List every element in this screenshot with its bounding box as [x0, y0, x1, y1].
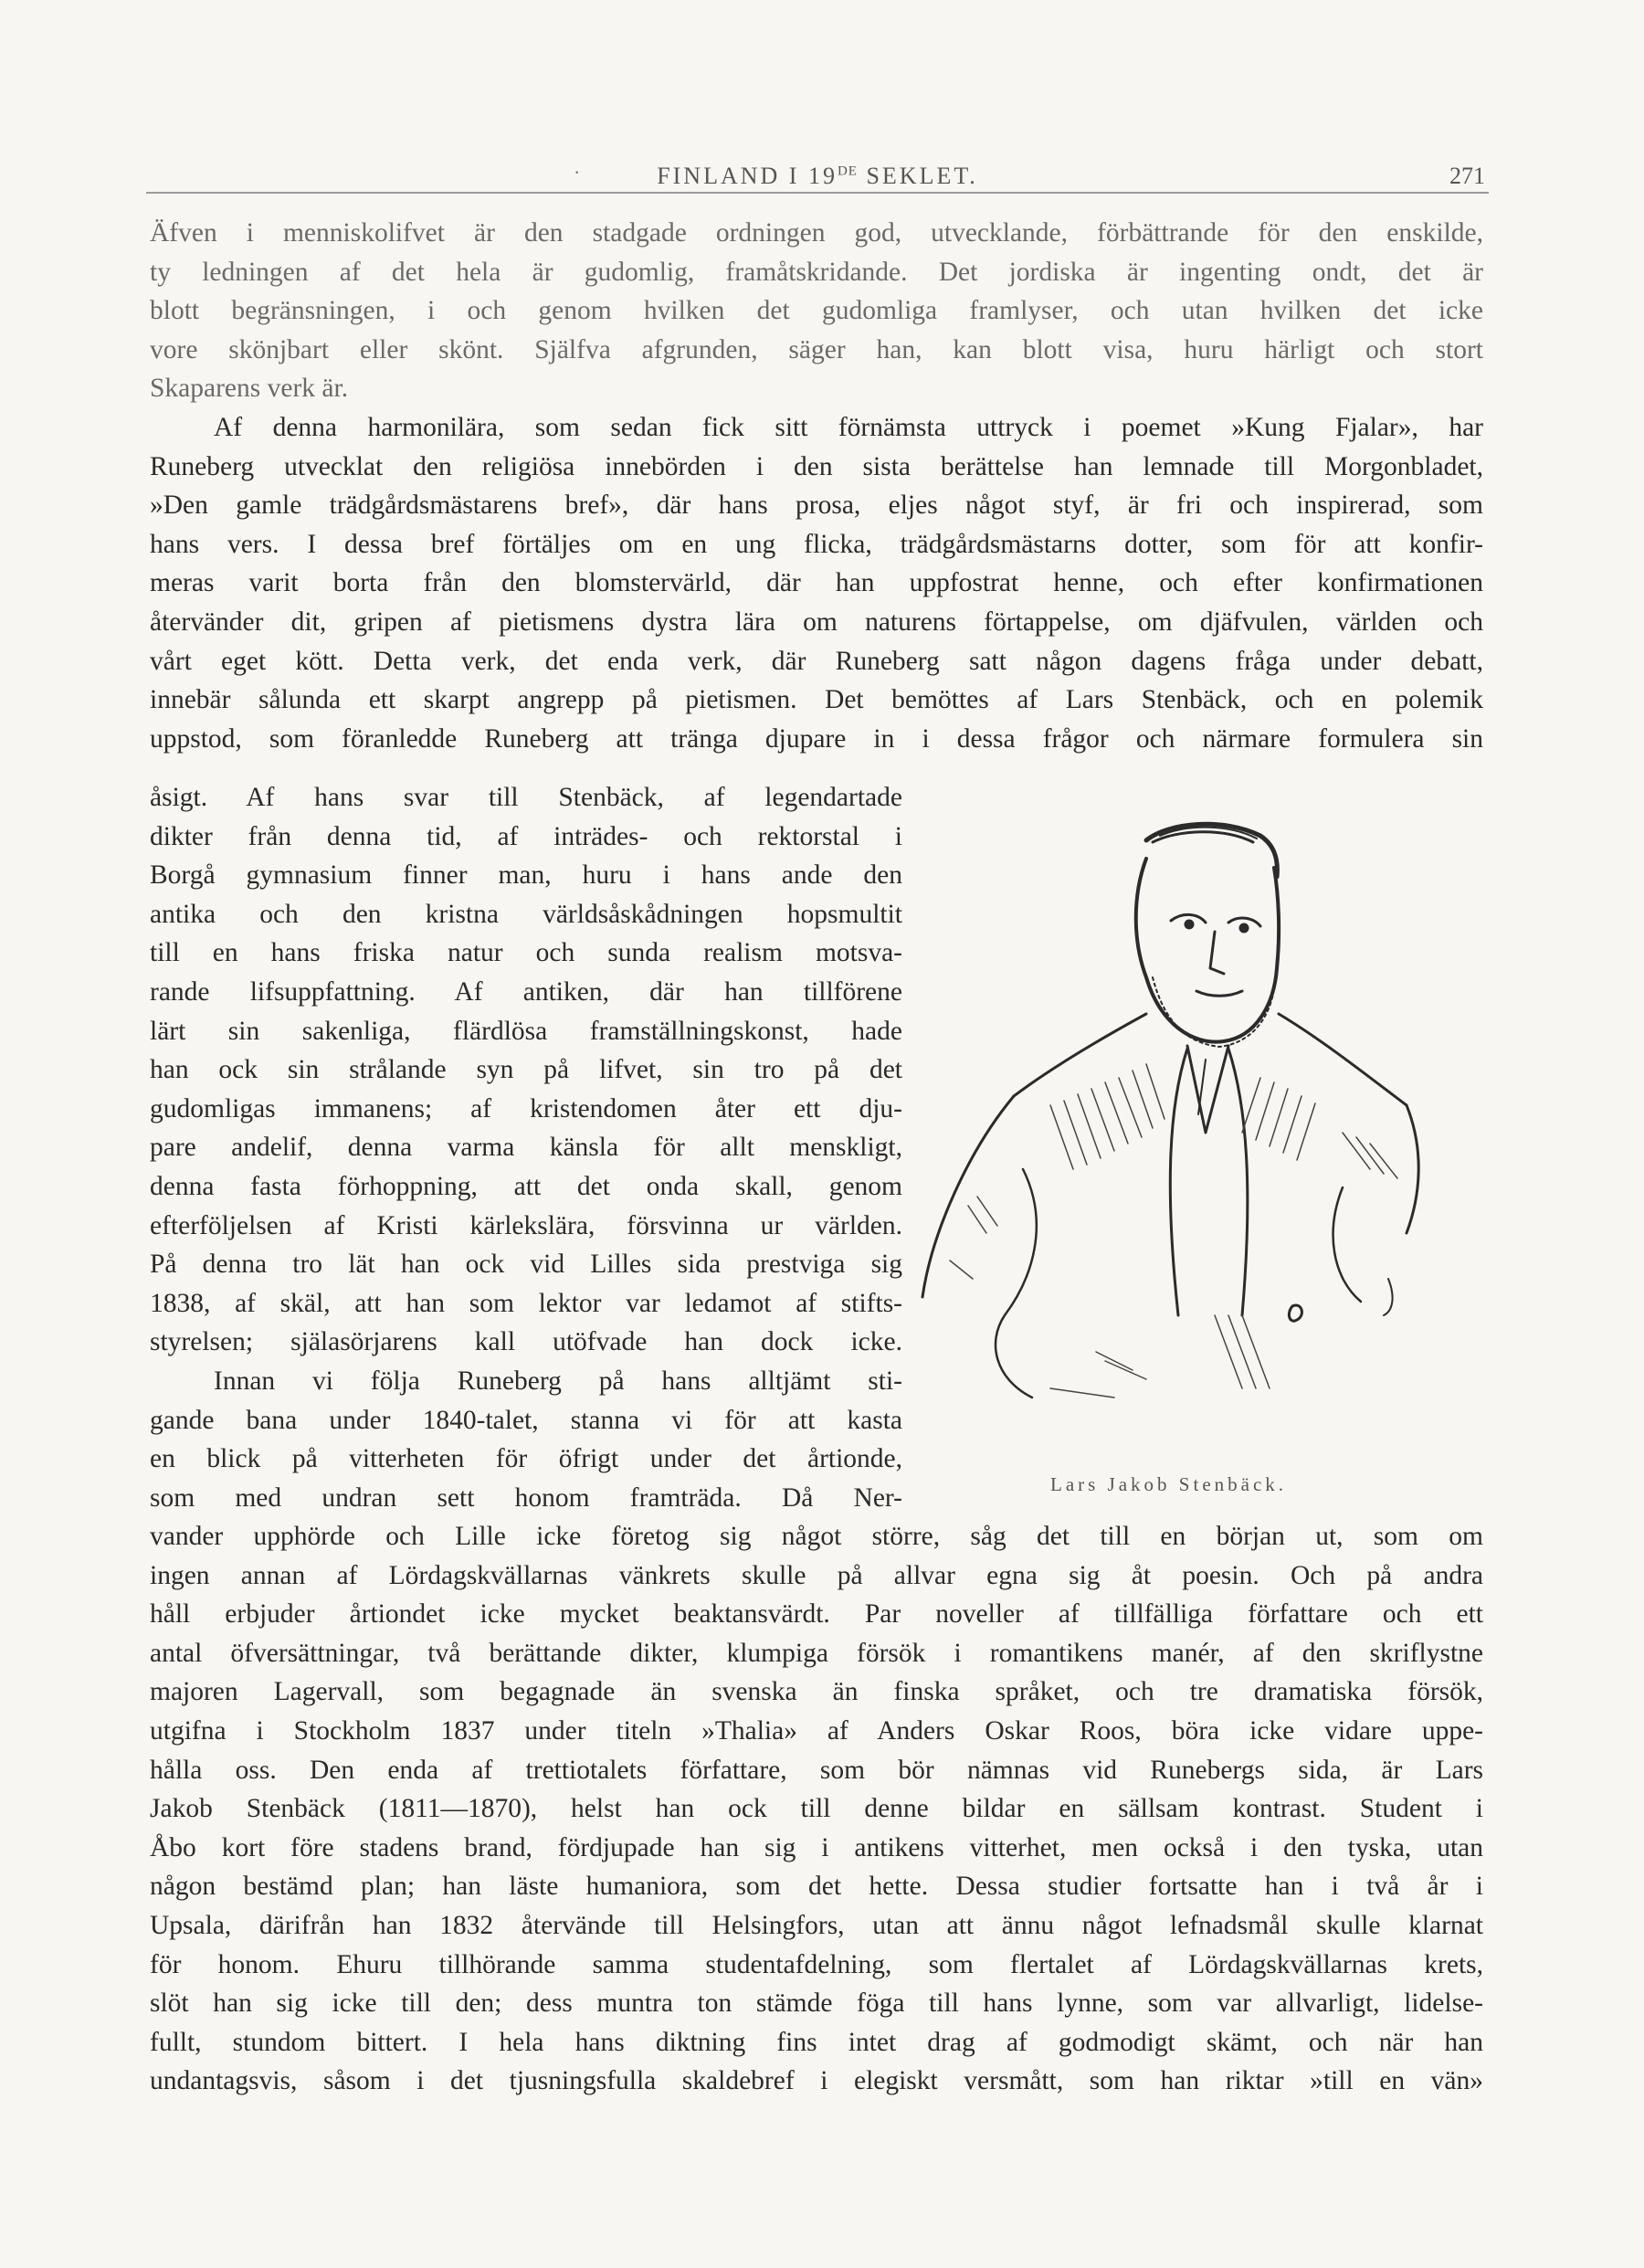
text-line: en blick på vitterheten för öfrigt under det årtionde,: [150, 1444, 902, 1474]
text-line: antal öfversättningar, två berättande dikter, klumpiga försök i romantikens manér, af den skriflystne: [150, 1638, 1483, 1668]
text-line: meras varit borta från den blomstervärld, där han uppfostrat henne, och efter konfirmationen: [150, 568, 1483, 598]
text-line: som med undran sett honom framträda. Då Ner-: [150, 1482, 902, 1513]
text-line: Skaparens verk är.: [150, 374, 349, 404]
text-line: ingen annan af Lördagskvällarnas vänkrets skulle på allvar egna sig åt poesin. Och på andra: [150, 1560, 1483, 1590]
header-title-main: FINLAND I 19: [657, 163, 838, 189]
text-line: gudomligas immanens; af kristendomen åter ett dju-: [150, 1093, 902, 1123]
text-line: utgifna i Stockholm 1837 under titeln »Thalia» af Anders Oskar Roos, böra icke vidare uppe-: [150, 1715, 1483, 1746]
running-head: [146, 155, 1489, 194]
text-line: håll erbjuder årtiondet icke mycket beaktansvärdt. Par noveller af tillfälliga författare och ett: [150, 1599, 1483, 1630]
page-number: 271: [1449, 163, 1485, 189]
text-line: slöt han sig icke till den; dess muntra ton stämde föga till hans lynne, som var allvarligt, lidelse-: [150, 1988, 1483, 2019]
text-line: Innan vi följa Runeberg på hans alltjämt sti-: [214, 1366, 902, 1396]
text-line: Äfven i menniskolifvet är den stadgade ordningen god, utvecklande, förbättrande för den enskilde,: [150, 218, 1483, 248]
text-line: vander upphörde och Lille icke företog sig något större, såg det till en början ut, som om: [150, 1522, 1483, 1551]
header-dot: ·: [574, 161, 581, 184]
top-paragraphs: [150, 214, 1483, 758]
text-line: hans vers. I dessa bref förtäljes om en ung flicka, trädgårdsmästarns dotter, som för att konfir-: [150, 529, 1483, 559]
text-line: styrelsen; själasörjarens kall utöfvade han dock icke.: [150, 1327, 902, 1357]
text-line: blott begränsningen, i och genom hvilken det gudomliga framlyser, och utan hvilken det icke: [150, 296, 1483, 326]
text-line: Jakob Stenbäck (1811—1870), helst han ock till denne bildar en sällsam kontrast. Student i: [150, 1794, 1483, 1824]
header-title-end: SEKLET.: [857, 163, 978, 189]
text-line: Upsala, därifrån han 1832 återvände till Helsingfors, utan att ännu något lefnadsmål skulle klarnat: [150, 1910, 1483, 1940]
bottom-paragraphs: [150, 1517, 1483, 2101]
text-line: dikter från denna tid, af inträdes- och rektorstal i: [150, 821, 902, 851]
text-line: någon bestämd plan; han läste humaniora, som det hette. Dessa studier fortsatte han i två år i: [150, 1872, 1483, 1902]
text-line: innebär sålunda ett skarpt angrepp på pietismen. Det bemöttes af Lars Stenbäck, och en polemik: [150, 685, 1483, 715]
text-line: åsigt. Af hans svar till Stenbäck, af legendartade: [150, 783, 902, 812]
text-line: för honom. Ehuru tillhörande samma studentafdelning, som flertalet af Lördagskvällarnas krets,: [150, 1949, 1483, 1979]
text-line: till en hans friska natur och sunda realism motsva-: [150, 938, 902, 968]
narrow-column: [150, 778, 902, 1517]
text-line: pare andelif, denna varma känsla för allt menskligt,: [150, 1133, 902, 1163]
text-line: Åbo kort före stadens brand, fördjupade han sig i antikens vitterhet, men också i den tyska, utan: [150, 1832, 1483, 1862]
text-line: undantagsvis, såsom i det tjusningsfulla skaldebref i elegiskt versmått, som han riktar »till en vän»: [150, 2066, 1483, 2096]
header-title-sup: DE: [837, 164, 858, 179]
text-line: gande bana under 1840-talet, stanna vi för att kasta: [150, 1405, 902, 1435]
text-line: 1838, af skäl, att han som lektor var ledamot af stifts-: [150, 1288, 902, 1318]
text-line: lärt sin sakenliga, flärdlösa framställningskonst, hade: [150, 1016, 902, 1046]
text-line: vårt eget kött. Detta verk, det enda verk, där Runeberg satt någon dagens fråga under debatt,: [150, 646, 1483, 676]
header-title: [146, 163, 1489, 190]
text-line: efterföljelsen af Kristi kärlekslära, försvinna ur världen.: [150, 1210, 902, 1240]
text-line: Af denna harmonilära, som sedan fick sitt förnämsta uttryck i poemet »Kung Fjalar», har: [214, 412, 1483, 442]
text-line: denna fasta förhoppning, att det onda skall, genom: [150, 1171, 902, 1201]
figure-caption: Lars Jakob Stenbäck.: [1050, 1473, 1288, 1495]
text-line: vore skönjbart eller skönt. Själfva afgrunden, säger han, kan blott visa, huru härligt och stort: [150, 334, 1483, 364]
text-line: majoren Lagervall, som begagnade än svenska än finska språket, och tre dramatiska försök,: [150, 1677, 1483, 1707]
text-line: antika och den kristna världsåskådningen hopsmultit: [150, 899, 902, 929]
text-line: återvänder dit, gripen af pietismens dystra lära om naturens förtappelse, om djäfvulen, världen och: [150, 607, 1483, 637]
text-line: han ock sin strålande syn på lifvet, sin tro på det: [150, 1055, 902, 1085]
text-line: hålla oss. Den enda af trettiotalets författare, som bör nämnas vid Runebergs sida, är Lars: [150, 1755, 1483, 1785]
text-line: rande lifsuppfattning. Af antiken, där han tillförene: [150, 976, 902, 1007]
text-line: fullt, stundom bittert. I hela hans diktning fins intet drag af godmodigt skämt, och när han: [150, 2027, 1483, 2057]
text-line: ty ledningen af det hela är gudomlig, framåtskridande. Det jordiska är ingenting ondt, det är: [150, 257, 1483, 287]
text-line: »Den gamle trädgårdsmästarens bref», där hans prosa, eljes något styf, är fri och inspirerad, som: [150, 491, 1483, 521]
text-line: Runeberg utvecklat den religiösa innebörden i den sista berättelse han lemnade till Morgonbladet,: [150, 451, 1483, 481]
text-line: På denna tro lät han ock vid Lilles sida prestviga sig: [150, 1250, 902, 1280]
portrait-illustration: [913, 804, 1425, 1443]
text-line: Borgå gymnasium finner man, huru i hans ande den: [150, 860, 902, 891]
text-line: uppstod, som föranledde Runeberg att tränga djupare in i dessa frågor och närmare formulera sin: [150, 723, 1483, 754]
